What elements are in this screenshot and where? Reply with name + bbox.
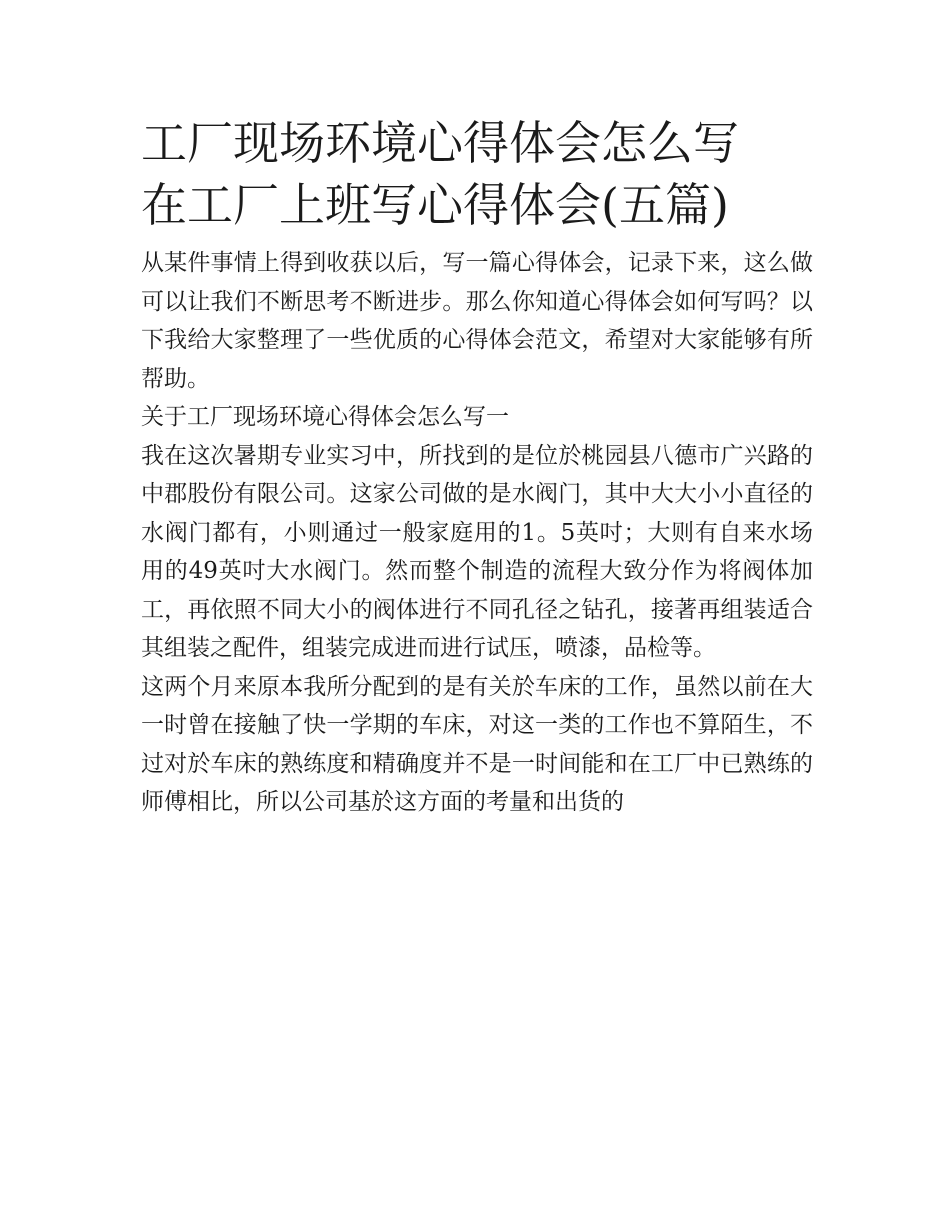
title-line-2: 在工厂上班写心得体会(五篇) <box>141 178 729 232</box>
document-title <box>141 112 813 244</box>
body-paragraph-1: 我在这次暑期专业实习中，所找到的是位於桃园县八德市广兴路的中郡股份有限公司。这家公司做的是水阀门，其中大大小小直径的水阀门都有，小则通过一般家庭用的1。5英吋；大则有自来水场用的49英吋大水阀门。然而整个制造的流程大致分作为将阀体加工，再依照不同大小的阀体进行不同孔径之钻孔，接著再组装适合其组装之配件，组装完成进而进行试压，喷漆，品检等。 <box>141 442 813 661</box>
intro-paragraph: 从某件事情上得到收获以后，写一篇心得体会，记录下来，这么做可以让我们不断思考不断进步。那么你知道心得体会如何写吗？以下我给大家整理了一些优质的心得体会范文，希望对大家能够有所帮助。 <box>141 250 813 392</box>
section-heading: 关于工厂现场环境心得体会怎么写一 <box>141 404 509 430</box>
title-line-1: 工厂现场环境心得体会怎么写 <box>141 116 739 170</box>
document-body <box>141 112 813 822</box>
body-paragraph-2: 这两个月来原本我所分配到的是有关於车床的工作，虽然以前在大一时曾在接触了快一学期的车床，对这一类的工作也不算陌生，不过对於车床的熟练度和精确度并不是一时间能和在工厂中已熟练的师傅相比，所以公司基於这方面的考量和出货的 <box>141 673 813 815</box>
